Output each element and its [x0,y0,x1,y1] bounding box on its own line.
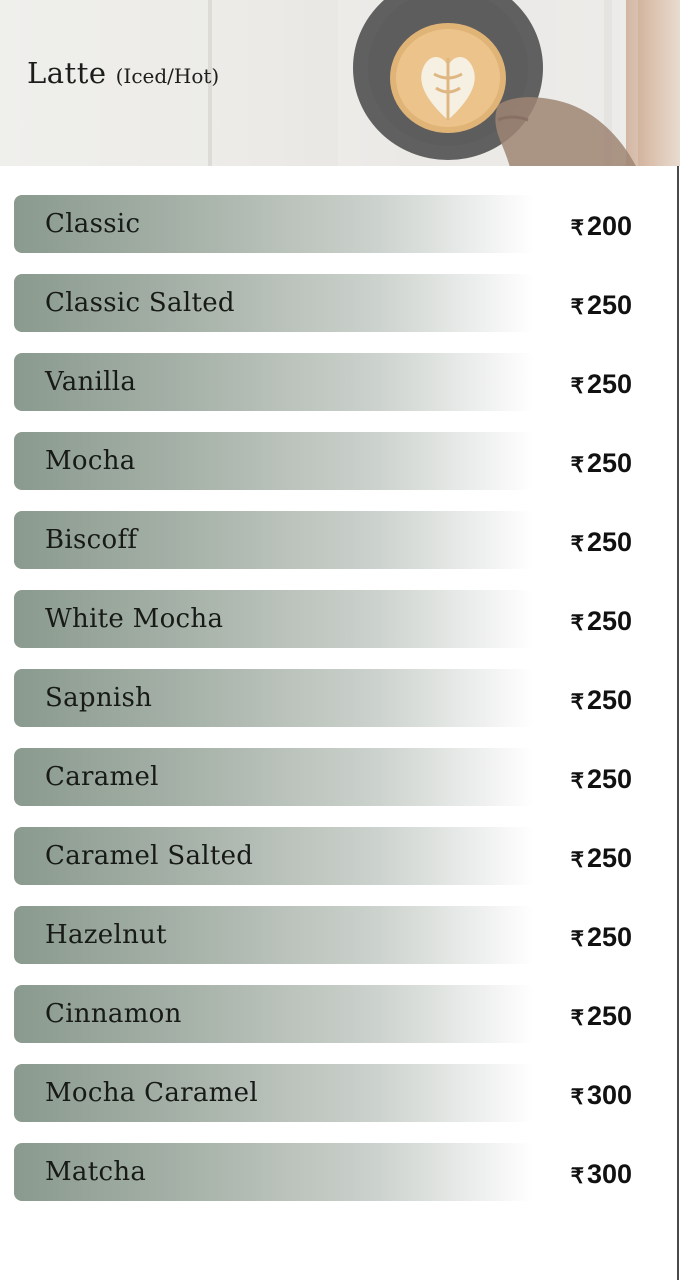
menu-item-name: Caramel Salted [45,841,254,871]
menu-list [0,195,680,1222]
menu-item[interactable] [0,274,680,332]
menu-item[interactable] [0,748,680,806]
page-title [27,56,219,90]
menu-item-name: Sapnish [45,683,153,713]
menu-item[interactable] [0,511,680,569]
menu-item[interactable] [0,432,680,490]
rupee-symbol: ₹ [570,1165,584,1188]
menu-item-price [571,1064,632,1122]
price-amount: 250 [586,527,632,557]
menu-item-name: Matcha [45,1157,147,1187]
menu-item-price [571,669,632,727]
price-amount: 250 [586,1001,632,1031]
price-amount: 250 [586,922,632,952]
subtitle-text: (Iced/Hot) [115,64,220,88]
menu-item-price [571,985,632,1043]
rupee-symbol: ₹ [570,612,584,635]
rupee-symbol: ₹ [570,849,584,872]
price-amount: 250 [586,606,632,636]
menu-item-price [571,274,632,332]
menu-item-name: Caramel [45,762,159,792]
menu-item-price [571,195,632,253]
menu-item-price [571,432,632,490]
menu-item[interactable] [0,353,680,411]
rupee-symbol: ₹ [570,454,584,477]
menu-item-name: Mocha Caramel [45,1078,258,1108]
menu-item[interactable] [0,1064,680,1122]
menu-item-name: Classic Salted [45,288,235,318]
rupee-symbol: ₹ [570,217,584,240]
menu-item[interactable] [0,906,680,964]
menu-item-price [571,353,632,411]
menu-item[interactable] [0,669,680,727]
menu-item-name: Cinnamon [45,999,182,1029]
menu-item-name: Mocha [45,446,136,476]
menu-item[interactable] [0,1143,680,1201]
menu-item-price [571,748,632,806]
price-amount: 250 [586,448,632,478]
rupee-symbol: ₹ [570,375,584,398]
price-amount: 300 [586,1159,632,1189]
rupee-symbol: ₹ [570,296,584,319]
menu-item[interactable] [0,827,680,885]
menu-item-price [571,590,632,648]
price-amount: 250 [586,764,632,794]
menu-item-name: Biscoff [45,525,138,555]
menu-item[interactable] [0,590,680,648]
menu-item-price [571,827,632,885]
latte-art-coffee-cup-icon [338,0,638,166]
rupee-symbol: ₹ [570,770,584,793]
price-amount: 250 [586,290,632,320]
menu-item-price [571,511,632,569]
title-text: Latte [27,56,107,90]
menu-item-name: Vanilla [45,367,137,397]
rupee-symbol: ₹ [570,691,584,714]
price-amount: 250 [586,685,632,715]
menu-item-name: Hazelnut [45,920,167,950]
menu-item-price [571,906,632,964]
menu-item-price [571,1143,632,1201]
header-banner [0,0,680,166]
price-amount: 250 [586,369,632,399]
price-amount: 250 [586,843,632,873]
menu-item[interactable] [0,985,680,1043]
price-amount: 300 [586,1080,632,1110]
menu-item-name: White Mocha [45,604,224,634]
rupee-symbol: ₹ [570,533,584,556]
price-amount: 200 [586,211,632,241]
menu-item-name: Classic [45,209,141,239]
rupee-symbol: ₹ [570,928,584,951]
rupee-symbol: ₹ [570,1007,584,1030]
rupee-symbol: ₹ [570,1086,584,1109]
menu-item[interactable] [0,195,680,253]
